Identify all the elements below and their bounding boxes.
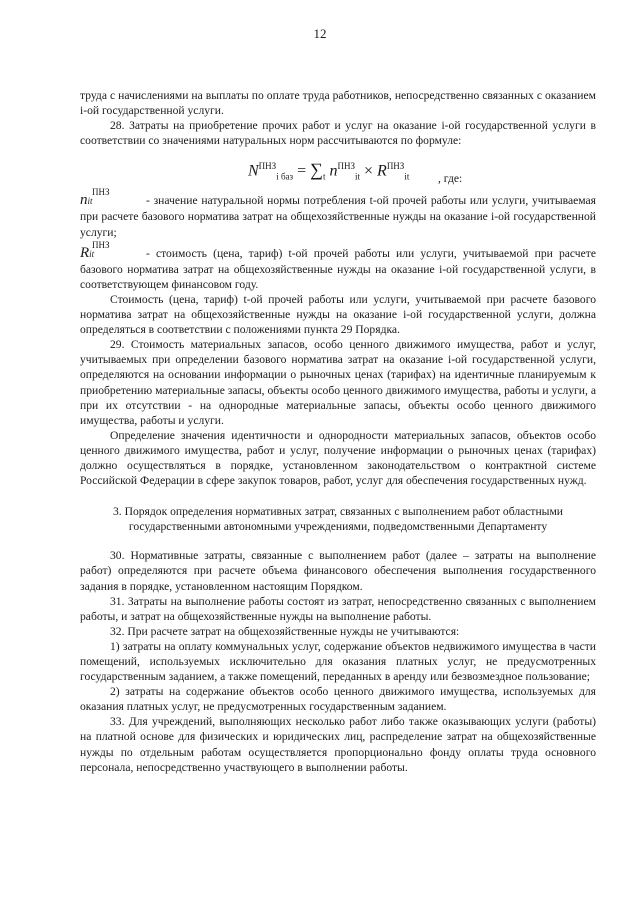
- symbol-n: ПНЗ nit: [80, 187, 110, 209]
- section-title: 3. Порядок определения нормативных затрат, связанных с выполнением работ областными государственными автономными учреждениями, подведомственными Департаменту: [113, 505, 563, 534]
- paragraph-30: 30. Нормативные затраты, связанные с выполнением работ (далее – затраты на выполнение работ) определяются при расчете объема финансового обеспечения выполнения государственного задания в порядке, установленном настоящим Порядком.: [80, 549, 596, 593]
- paragraph-32-item-2: 2) затраты на содержание объектов особо ценного движимого имущества, используемых для оказания платных услуг, не предусмотренных государственным заданием.: [80, 685, 596, 714]
- paragraph-32-item-1: 1) затраты на оплату коммунальных услуг, содержание объектов недвижимого имущества в части помещений, используемых исключительно для оказания платных услуг, не предусмотренных государственным заданием, а также помещений, переданных в аренду или безвозмездное пользование;: [80, 639, 596, 684]
- paragraph-28: 28. Затраты на приобретение прочих работ и услуг на оказание i-ой государственной услуги в соответствии со значениями натуральных норм рассчитываются по формуле:: [80, 119, 596, 148]
- paragraph-identity: Определение значения идентичности и однородности материальных запасов, объектов особо ценного движимого имущества, работ и услуг, получение информации о рыночных ценах (тарифах) должно осуществляться в порядке, установленном законодательством о контрактной системе Российской Федерации в сфере закупок товаров, работ, услуг для обеспечения государственных нужд.: [80, 428, 596, 488]
- document-body: [80, 88, 596, 775]
- formula-lhs: N: [248, 162, 259, 180]
- paragraph-33: 33. Для учреждений, выполняющих несколько работ либо также оказывающих услуги (работы) на платной основе для физических и юридических лиц, распределение затрат на общехозяйственные нужды по отдельным работам осуществляется пропорционально фонду оплаты труда основного персонала, непосредственно участвующего в выполнении работы.: [80, 715, 596, 774]
- formula: [80, 157, 596, 187]
- page-number: 12: [313, 26, 327, 41]
- definition-r-text: - стоимость (цена, тариф) t-ой прочей работы или услуги, учитываемой при расчете базового норматива затрат на общехозяйственные нужды на оказание i-ой государственной услуги, в соответствующем финансовом году.: [80, 246, 596, 291]
- formula-where: , где:: [438, 172, 463, 186]
- paragraph-31: 31. Затраты на выполнение работы состоят из затрат, непосредственно связанных с выполнением работы, и затрат на общехозяйственные нужды на выполнение работы.: [80, 594, 596, 623]
- definition-r: [80, 239, 596, 292]
- symbol-r: ПНЗ Rit: [80, 239, 110, 261]
- formula-expression: $N^{ПНЗ}_{i баз} = \sum_t$ $n^{ПНЗ}_{it} \times R^{ПНЗ}_{it}$: [248, 159, 410, 182]
- definition-n-text: - значение натуральной нормы потребления t-ой прочей работы или услуги, учитываемая при расчете базового норматива затрат на общехозяйственные нужды на оказание i-ой государственной услуги;: [80, 194, 596, 239]
- paragraph-cost: Стоимость (цена, тариф) t-ой прочей работы или услуги, учитываемой при расчете базового норматива затрат на общехозяйственные нужды на оказание i-ой государственной услуги, должна определяться в соответствии с положениями пункта 29 Порядка.: [80, 292, 596, 337]
- paragraph-continuation: труда с начислениями на выплаты по оплате труда работников, непосредственно связанных с оказанием i-ой государственной услуги.: [80, 89, 596, 118]
- paragraph-32: 32. При расчете затрат на общехозяйственные нужды не учитываются:: [110, 624, 460, 638]
- definition-n: [80, 187, 596, 239]
- paragraph-29: 29. Стоимость материальных запасов, особо ценного движимого имущества, работ и услуг, учитываемых при определении базового норматива затрат на оказание i-ой государственной услуги, определяются на основании информации о рыночных ценах (тарифах) на идентичные планируемым к приобретению материальные запасы, объекты особо ценного движимого имущества, работы и услуги, а при их отсутствии - на однородные материальные запасы, объекты особо ценного движимого имущества, работы и услуги.: [80, 338, 596, 427]
